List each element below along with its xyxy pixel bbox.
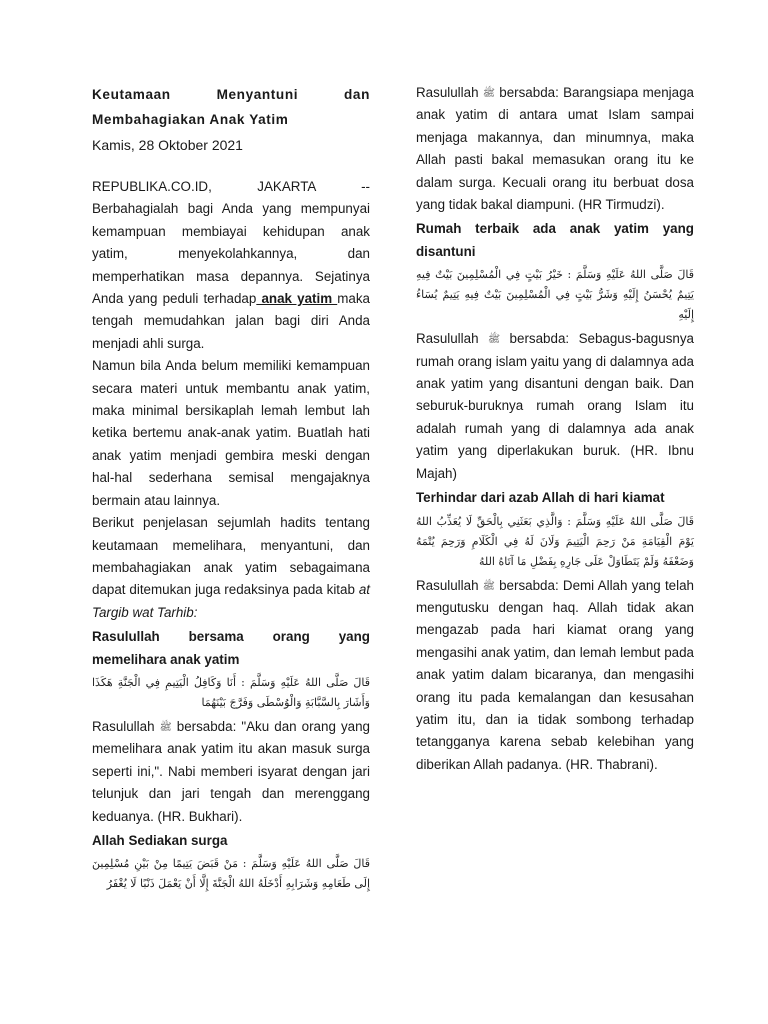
section-heading: Rumah terbaik ada anak yatim yang disantuni xyxy=(416,221,694,259)
article-date: Kamis, 28 Oktober 2021 xyxy=(92,137,243,153)
lead-word: Rasulullah xyxy=(416,331,479,347)
intro-text-b: maka tengah memudahkan jalan bagi diri Anda menjadi ahli surga. xyxy=(92,291,370,351)
arabic-hadith: قَالَ صَلَّى اللهُ عَلَيْهِ وَسَلَّمَ : خَيْرُ بَيْتٍ فِي الْمُسْلِمِينَ بَيْتٌ فِيهِ يَتِيمٌ يُحْسَنُ إِلَيْهِ وَشَرُّ بَيْتٍ فِي الْمُسْلِمِينَ بَيْتٌ فِيهِ يَتِيمٌ يُسَاءُ إِلَيْهِ xyxy=(416,268,694,322)
right-column xyxy=(416,82,694,776)
article-title: Keutamaan Menyantuni dan Membahagiakan Anak Yatim xyxy=(92,87,370,127)
paragraph-3 xyxy=(92,512,370,624)
section-heading: Terhindar dari azab Allah di hari kiamat xyxy=(416,490,665,506)
saw-symbol: ﷺ xyxy=(482,88,495,99)
intro-text-a: Berbahagialah bagi Anda yang mempunyai kemampuan membiayai kehidupan anak yatim, menyekolahkannya, dan memperhatikan masa depannya. Sejatinya Anda yang peduli terhadap xyxy=(92,201,370,307)
saw-symbol: ﷺ xyxy=(159,721,172,733)
hadith-translation xyxy=(416,575,694,777)
saw-symbol: ﷺ xyxy=(488,334,501,346)
hadith-translation xyxy=(416,82,694,216)
translation-text: bersabda: Sebagus-bagusnya rumah orang islam yaitu yang di dalamnya ada anak yatim yang disantuni dengan baik. Dan seburuk-buruknya rumah orang Islam itu adalah rumah yang di dalamnya ada anak yatim yang diperlakukan buruk. (HR. Ibnu Majah) xyxy=(416,331,694,481)
paragraph-2: Namun bila Anda belum memiliki kemampuan secara materi untuk membantu anak yatim, maka minimal bersikaplah lemah lembut lah ketika bertemu anak-anak yatim. Buatlah hati anak yatim menjadi gembira meski dengan hal-hal sederhana semisal mengajaknya bermain atau lainnya. xyxy=(92,358,370,508)
dateline: REPUBLIKA.CO.ID, JAKARTA -- xyxy=(92,179,370,194)
book-title: at Targib wat Tarhib: xyxy=(92,582,370,620)
section-heading: Allah Sediakan surga xyxy=(92,832,228,848)
lead-word: Rasulullah xyxy=(416,85,479,100)
intro-paragraph xyxy=(92,176,370,355)
paragraph-3-text: Berikut penjelasan sejumlah hadits tentang keutamaan memelihara, menyantuni, dan membahagiakan anak yatim sebagaimana dapat ditemukan juga redaksinya pada kitab xyxy=(92,515,370,598)
section-heading: Rasulullah bersama orang yang memelihara anak yatim xyxy=(92,629,370,667)
hadith-translation xyxy=(92,716,370,828)
arabic-hadith: قَالَ صَلَّى اللهُ عَلَيْهِ وَسَلَّمَ : أَنَا وَكَافِلُ الْيَتِيمِ فِي الْجَنَّةِ هَكَذَا وَأَشَارَ بِالسَّبَّابَةِ وَالْوُسْطَى وَفَرَّجَ بَيْنَهُمَا xyxy=(92,675,370,709)
arabic-hadith: قَالَ صَلَّى اللهُ عَلَيْهِ وَسَلَّمَ : وَالَّذِي بَعَثَنِي بِالْحَقِّ لَا يُعَذِّبُ اللهُ يَوْمَ الْقِيَامَةِ مَنْ رَحِمَ الْيَتِيمَ وَلَانَ لَهُ فِي الْكَلَامِ وَرَحِمَ يُتْمَهُ وَضَعْفَهُ وَلَمْ يَتَطَاوَلْ عَلَى جَارِهِ بِفَضْلِ مَا آتَاهُ اللهُ xyxy=(416,514,694,568)
hadith-translation xyxy=(416,328,694,485)
spacer xyxy=(92,158,370,176)
left-column xyxy=(92,82,370,897)
translation-text: bersabda: Barangsiapa menjaga anak yatim di antara umat Islam sampai menjaga makannya, dan minumnya, maka Allah pasti bakal memasukan orang itu ke dalam surga. Kecuali orang itu berbuat dosa yang tidak bakal diampuni. (HR Tirmudzi). xyxy=(416,85,694,213)
lead-word: Rasulullah xyxy=(92,718,155,734)
translation-text: bersabda: Demi Allah yang telah mengutusku dengan haq. Allah tidak akan mengazab pada hari kiamat orang yang mengasihi anak yatim, dan lemah lembut pada anak yatim dalam bicaranya, dan mengasihi orang itu pada kemalangan dan kesusahan yatim itu, dan ia tidak sombong terhadap tetangganya karena sebab kelebihan yang diberikan Allah padanya. (HR. Thabrani). xyxy=(416,577,694,772)
translation-text: bersabda: "Aku dan orang yang memelihara anak yatim itu akan masuk surga seperti ini,". Nabi memberi isyarat dengan jari telunjuk dan jari tengah dan merenggang keduanya. (HR. Bukhari). xyxy=(92,718,370,824)
anak-yatim-link[interactable]: anak yatim xyxy=(256,291,338,307)
lead-word: Rasulullah xyxy=(416,577,479,593)
arabic-hadith: قَالَ صَلَّى اللهُ عَلَيْهِ وَسَلَّمَ : مَنْ قَبَضَ يَتِيمًا مِنْ بَيْنِ مُسْلِمِينَ إِلَى طَعَامِهِ وَشَرَابِهِ أَدْخَلَهُ اللهُ الْجَنَّةَ إِلَّا أَنْ يَعْمَلَ ذَنْبًا لَا يُغْفَرُ xyxy=(92,857,370,891)
saw-symbol: ﷺ xyxy=(482,580,495,592)
